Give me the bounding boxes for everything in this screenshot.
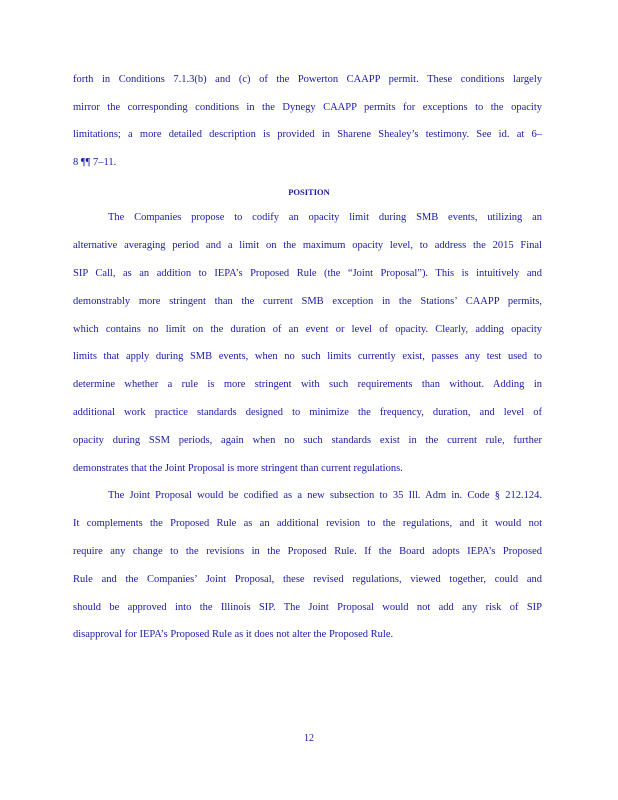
paragraph-2-line-9: opacity during SSM periods, again when no such standards exist in the current rule, further <box>73 435 542 446</box>
paragraph-3-line-2: It complements the Proposed Rule as an additional revision to the regulations, and it would not <box>73 518 542 529</box>
page-number: 12 <box>304 733 314 744</box>
paragraph-2-line-8: additional work practice standards designed to minimize the frequency, duration, and level of <box>73 407 542 418</box>
paragraph-1-line-2: mirror the corresponding conditions in the Dynegy CAAPP permits for exceptions to the opacity <box>73 102 542 113</box>
paragraph-3-line-6: disapproval for IEPA’s Proposed Rule as it does not alter the Proposed Rule. <box>73 629 394 640</box>
paragraph-2-line-6: limits that apply during SMB events, when no such limits currently exist, passes any test used to <box>73 351 542 362</box>
paragraph-3-line-4: Rule and the Companies’ Joint Proposal, these revised regulations, viewed together, could and <box>73 574 542 585</box>
paragraph-3-line-3: require any change to the revisions in the Proposed Rule. If the Board adopts IEPA’s Proposed <box>73 546 542 557</box>
paragraph-2-line-5: which contains no limit on the duration of an event or level of opacity. Clearly, adding opacity <box>73 324 542 335</box>
paragraph-2-line-7: determine whether a rule is more stringent with such requirements than without. Adding in <box>73 379 542 390</box>
paragraph-3-line-5: should be approved into the Illinois SIP. The Joint Proposal would not add any risk of SIP <box>73 602 542 613</box>
paragraph-1-line-4: 8 ¶¶ 7–11. <box>73 157 117 168</box>
section-heading: POSITION <box>288 187 330 197</box>
paragraph-1-line-3: limitations; a more detailed description is provided in Sharene Shealey’s testimony. See id. at 6– <box>73 129 542 140</box>
paragraph-2-line-1: The Companies propose to codify an opacity limit during SMB events, utilizing an <box>108 212 542 223</box>
paragraph-2-line-10: demonstrates that the Joint Proposal is more stringent than current regulations. <box>73 463 403 474</box>
paragraph-2-line-2: alternative averaging period and a limit on the maximum opacity level, to address the 2015 Final <box>73 240 542 251</box>
paragraph-2-line-3: SIP Call, as an addition to IEPA’s Proposed Rule (the “Joint Proposal”). This is intuitively and <box>73 268 542 279</box>
paragraph-2-line-4: demonstrably more stringent than the current SMB exception in the Stations’ CAAPP permits, <box>73 296 542 307</box>
paragraph-1-line-1: forth in Conditions 7.1.3(b) and (c) of the Powerton CAAPP permit. These conditions largely <box>73 74 542 85</box>
paragraph-3-line-1: The Joint Proposal would be codified as a new subsection to 35 Ill. Adm in. Code § 212.124. <box>108 490 542 501</box>
